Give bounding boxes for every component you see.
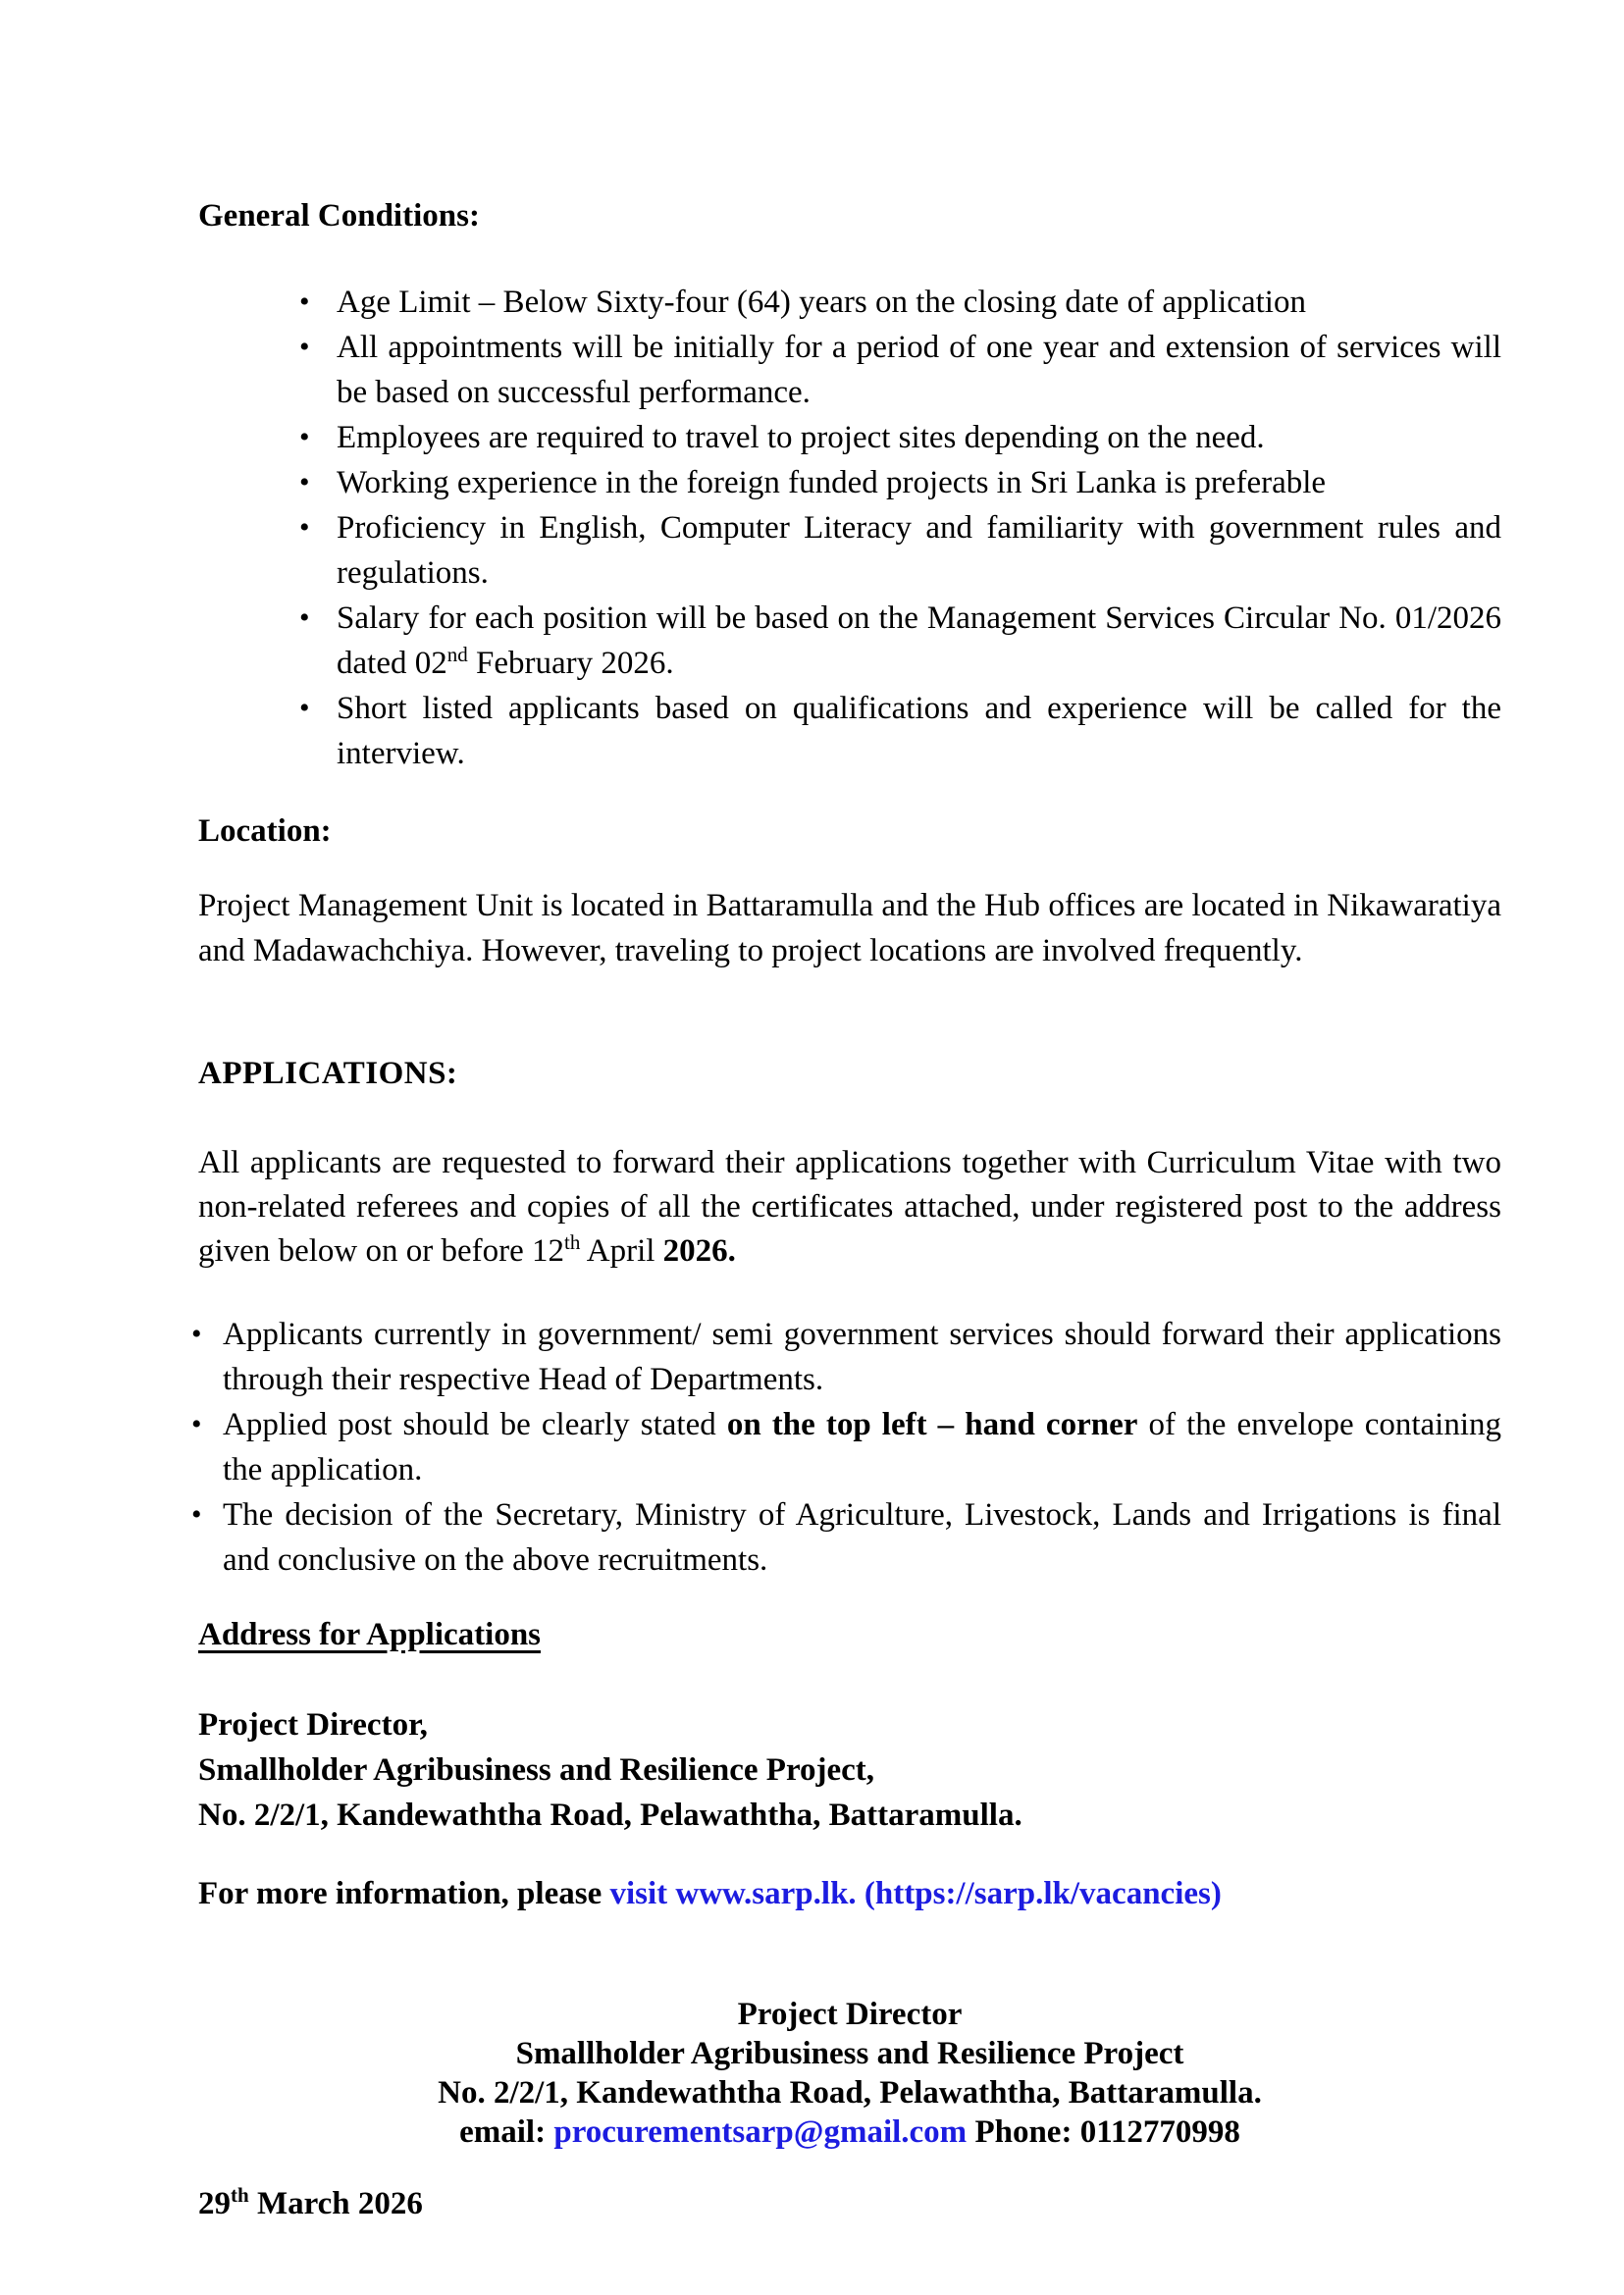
list-item [191,1402,1501,1492]
list-item [198,415,1501,460]
bullet-icon: • [299,466,310,498]
deadline-year-bold: 2026. [662,1233,736,1269]
ordinal-superscript: th [231,2183,249,2207]
footer-line-project: Smallholder Agribusiness and Resilience Project [515,2036,1184,2071]
footer-contact-line [198,2112,1501,2152]
list-item-text: Short listed applicants based on qualifications and experience will be called for the interview. [337,691,1501,771]
list-item-text: Employees are required to travel to project sites depending on the need. [337,420,1265,455]
email-label: email [459,2114,536,2150]
list-item [191,1312,1501,1402]
list-item [198,505,1501,596]
date-day: 29 [198,2186,231,2221]
list-item-text: The decision of the Secretary, Ministry of Agriculture, Livestock, Lands and Irrigations is final and conclusive on the above recruitments. [223,1497,1501,1578]
footer-line-street: No. 2/2/1, Kandewaththa Road, Pelawaththa, Battaramulla. [438,2075,1262,2111]
footer-line-director: Project Director [737,1997,963,2032]
salary-item-tail: February 2026. [467,646,674,681]
address-line-project: Smallholder Agribusiness and Resilience Project, [198,1752,875,1788]
list-item-text [223,1402,1501,1492]
envelope-item-bold: on the top left – hand corner [726,1407,1138,1442]
website-link[interactable]: visit www.sarp.lk. (https://sarp.lk/vacancies) [609,1876,1222,1911]
applications-list [191,1312,1501,1583]
list-item [198,280,1501,325]
list-item [198,596,1501,686]
envelope-item-tail: of the envelope containing the application. [223,1407,1501,1487]
address-heading: Address for Applications [198,1617,542,1652]
footer-contact-block [198,1995,1501,2152]
more-info-line [198,1871,1501,1916]
list-item [198,460,1501,505]
applications-paragraph [198,1141,1501,1274]
list-item [198,686,1501,776]
email-link[interactable]: procurementsarp@gmail.com [553,2114,968,2150]
list-item-text: Proficiency in English, Computer Literacy and familiarity with government rules and regulations. [337,510,1501,591]
bullet-icon: • [299,421,310,453]
bullet-icon: • [299,331,310,363]
address-line-director: Project Director, [198,1707,428,1743]
applications-paragraph-text: All applicants are requested to forward their applications together with Curriculum Vitae with two non-related referees and copies of all the certificates attached, under registered post to the address given below on or before 12 [198,1145,1501,1269]
address-line-street: No. 2/2/1, Kandewaththa Road, Pelawaththa, Battaramulla. [198,1798,1022,1833]
publication-date [198,2181,1501,2226]
bullet-icon: • [299,601,310,634]
bullet-icon: • [191,1408,202,1440]
applications-paragraph-mid: April [580,1233,663,1269]
list-item-text: All appointments will be initially for a period of one year and extension of services will be based on successful performance. [337,330,1501,410]
bullet-icon: • [299,286,310,318]
bullet-icon: • [191,1498,202,1531]
phone-number: Phone: 0112770998 [967,2114,1240,2150]
salary-item-text: Salary for each position will be based on the Management Services Circular No. 01/2026 dated 02 [337,600,1501,681]
more-info-label: For more information, please [198,1876,610,1911]
bullet-icon: • [299,511,310,544]
location-heading: Location: [198,813,332,849]
applications-heading: APPLICATIONS: [198,1056,458,1091]
date-month-year: March 2026 [248,2186,423,2221]
list-item-text: Working experience in the foreign funded projects in Sri Lanka is preferable [337,465,1327,500]
list-item-text: Applicants currently in government/ semi government services should forward their applications through their respective Head of Departments. [223,1317,1501,1397]
ordinal-superscript: nd [446,643,468,666]
list-item [191,1492,1501,1583]
address-block [198,1702,1501,1838]
bullet-icon: • [299,692,310,724]
list-item-text: Age Limit – Below Sixty-four (64) years on the closing date of application [337,285,1306,320]
email-separator: : [535,2114,554,2150]
location-paragraph: Project Management Unit is located in Battaramulla and the Hub offices are located in Nikawaratiya and Madawachchiya. However, traveling to project locations are involved frequently. [198,888,1501,968]
general-conditions-heading: General Conditions: [198,198,480,234]
general-conditions-list [198,280,1501,776]
list-item-text [337,596,1501,686]
ordinal-superscript: th [563,1230,581,1254]
list-item [198,325,1501,415]
bullet-icon: • [191,1318,202,1350]
envelope-item-text: Applied post should be clearly stated [223,1407,727,1442]
